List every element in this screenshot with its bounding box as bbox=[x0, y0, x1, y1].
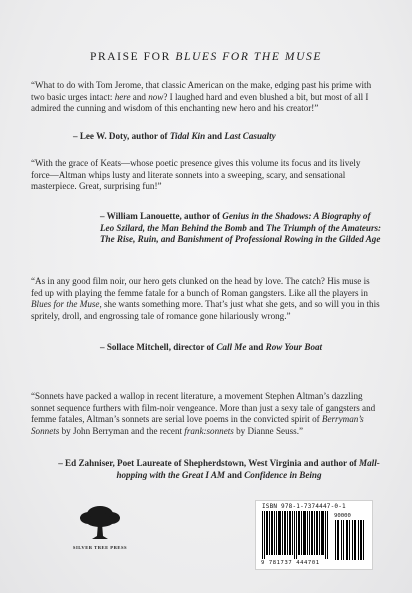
attr-4-title-1: Mall-hopping with the Great I AM bbox=[116, 458, 380, 480]
blurb-1 bbox=[31, 80, 381, 115]
attr-4-pre: – Ed Zahniser, Poet Laureate of Shepherdstown, West Virginia and author of bbox=[58, 458, 360, 468]
attr-4-title-2: Confidence in Being bbox=[244, 469, 322, 480]
blurb-3-attribution bbox=[100, 342, 322, 354]
blurb-1-attribution bbox=[73, 131, 276, 143]
praise-heading bbox=[0, 51, 412, 63]
blurb-4-title-1: Berryman’s Sonnets bbox=[31, 414, 364, 436]
attr-1-title-1: Tidal Kin bbox=[169, 131, 206, 141]
ean-barcode bbox=[261, 511, 331, 559]
blurb-3-book-title: Blues for the Muse bbox=[31, 299, 100, 310]
attr-3-title-2: Row Your Boat bbox=[265, 342, 323, 352]
price-barcode bbox=[334, 520, 366, 560]
attr-1-and: and bbox=[205, 131, 225, 141]
isbn-text: ISBN 978-1-7374447-0-1 bbox=[262, 503, 346, 510]
blurb-3-text-2: , she wants something more. That’s just what she gets, and so will you in this spritely, droll, and engrossing tale of romance gone hilariously wrong.” bbox=[31, 299, 380, 321]
blurb-2-attribution bbox=[100, 211, 385, 246]
isbn-barcode bbox=[255, 500, 373, 570]
heading-book-title: BLUES FOR THE MUSE bbox=[175, 51, 322, 63]
heading-prefix: PRAISE FOR bbox=[89, 51, 176, 63]
attr-1-pre: – Lee W. Doty, author of bbox=[73, 131, 170, 141]
attr-4-and: and bbox=[225, 469, 245, 480]
ean-number: 9 781737 444701 bbox=[261, 560, 320, 566]
price-code: 90000 bbox=[334, 513, 351, 519]
blurb-1-here: here bbox=[114, 91, 131, 102]
blurb-4-text: “Sonnets have packed a wallop in recent literature, a movement Stephen Altman’s dazzling sonnet sequence furthers with film-noir vengeance. More than just a sexy tale of gangsters and femme fatales, Altman’s sonnets are serial love poems in the convicted spirit of bbox=[31, 391, 376, 425]
blurb-2-text: “With the grace of Keats—whose poetic presence gives this volume its focus and its lively force—Altman whips lusty and literate sonnets into a sweeping, scary, and sensational masterpiece. Great, surprising fun!” bbox=[31, 158, 361, 192]
blurb-2 bbox=[31, 158, 381, 193]
blurb-4-title-2: frank:sonnets bbox=[184, 425, 234, 436]
attr-3-and: and bbox=[246, 342, 266, 352]
blurb-4-text-3: by Dianne Seuss.” bbox=[233, 425, 304, 436]
blurb-3 bbox=[31, 276, 381, 322]
tree-icon bbox=[78, 503, 122, 543]
attr-3-title-1: Call Me bbox=[216, 342, 247, 352]
publisher-name: SILVER TREE PRESS bbox=[72, 545, 128, 550]
blurb-1-now: now bbox=[148, 91, 164, 102]
blurb-1-text: “What to do with Tom Jerome, that classic American on the make, edging past his prime with two basic urges intact: bbox=[31, 80, 372, 102]
attr-2-and: and bbox=[246, 222, 267, 233]
blurb-4-attribution bbox=[44, 458, 394, 481]
blurb-1-and: and bbox=[130, 91, 149, 102]
attr-3-pre: – Sollace Mitchell, director of bbox=[100, 342, 217, 352]
attr-1-title-2: Last Casualty bbox=[224, 131, 276, 141]
attr-2-pre: – William Lanouette, author of bbox=[100, 211, 223, 221]
blurb-1-text-2: ? I laughed hard and even blushed a bit, but most of all I admired the cunning and wisdom of this enchanting new hero and his creator!” bbox=[31, 91, 369, 114]
attr-2-title-2: The Triumph of the Amateurs: The Rise, Ruin, and Banishment of Professional Rowing in the Gilded Age bbox=[100, 222, 382, 245]
blurb-4-text-2: by John Berryman and the recent bbox=[59, 425, 185, 436]
publisher-logo bbox=[64, 503, 136, 550]
blurb-3-text: “As in any good film noir, our hero gets clunked on the head by love. The catch? His muse is fed up with playing the femme fatale for a bunch of Roman gangsters. Like all the players in bbox=[31, 276, 370, 298]
blurb-4 bbox=[31, 391, 381, 437]
attr-2-title-1: Genius in the Shadows: A Biography of Leo Szilard, the Man Behind the Bomb bbox=[100, 211, 371, 233]
